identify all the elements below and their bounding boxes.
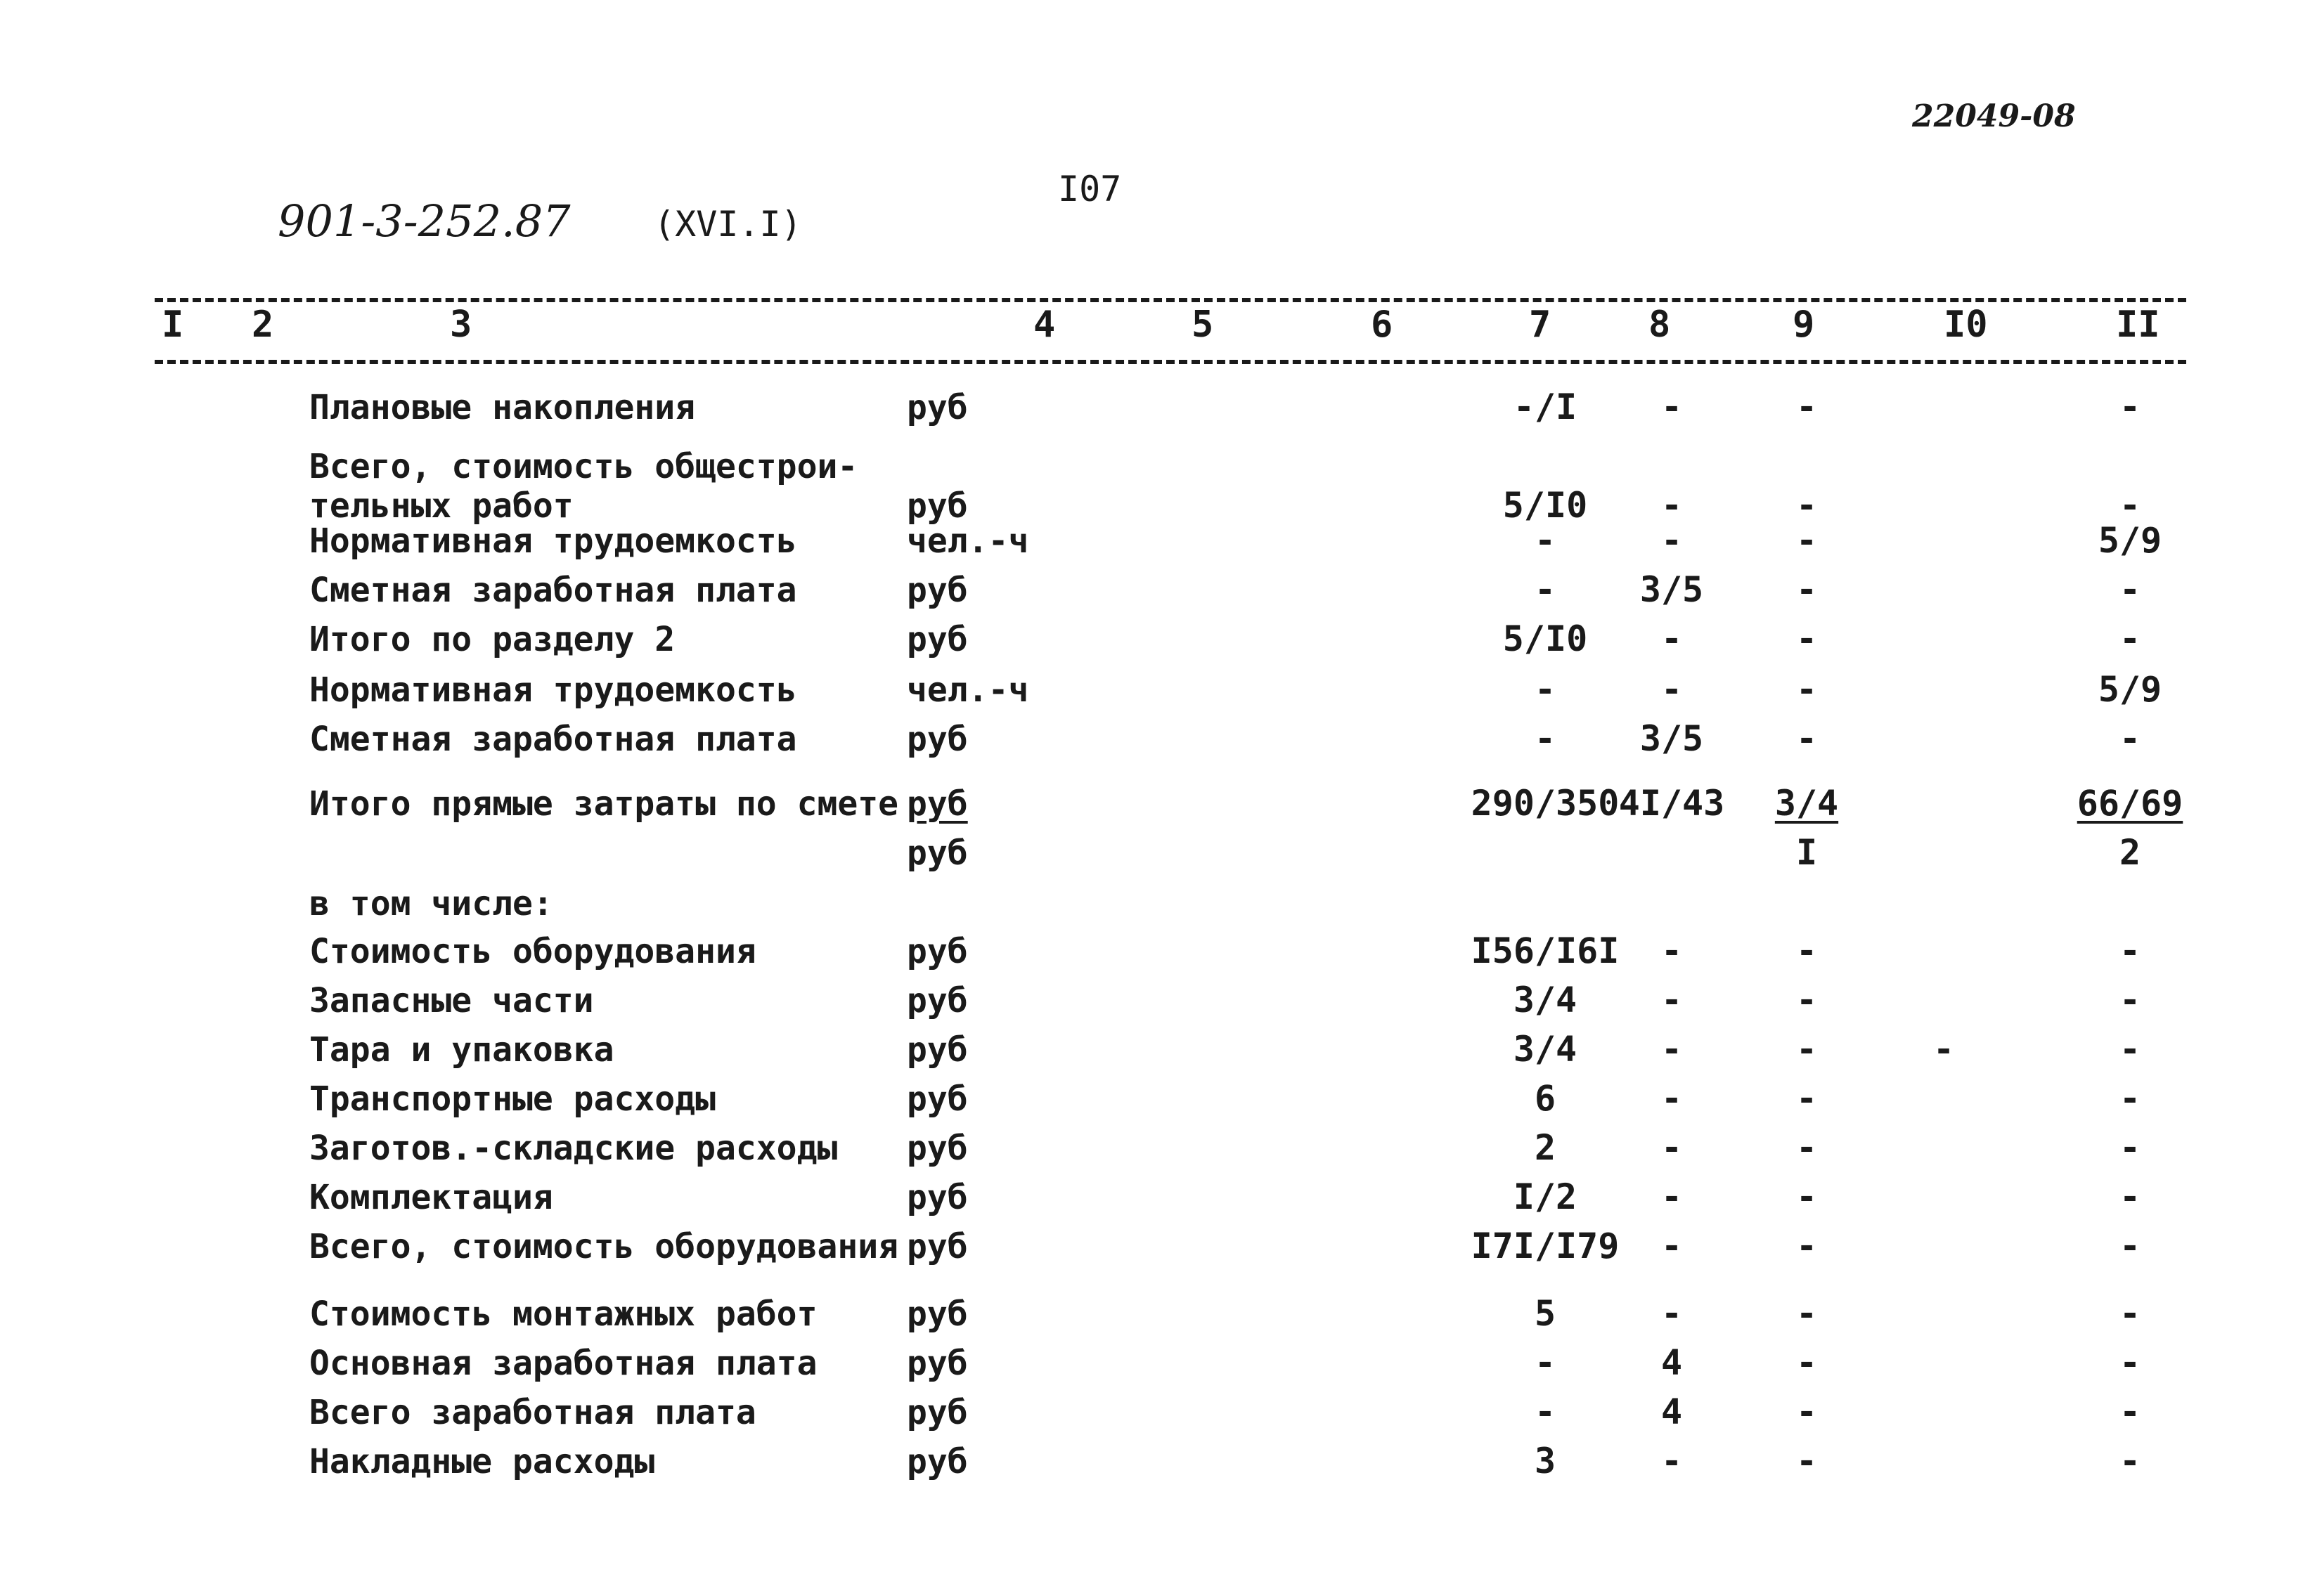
cell-col-7: 3 — [1534, 1441, 1556, 1481]
cell-col-8: - — [1660, 1127, 1683, 1168]
cell-col-7: 290/350 — [1471, 783, 1620, 824]
cell-col-7: 2 — [1534, 1127, 1556, 1168]
row-label: Стоимость оборудования — [309, 932, 756, 971]
cell-col-11: - — [2119, 1176, 2141, 1217]
cell-col-7: 5/I0 — [1502, 618, 1588, 659]
cell-col-9: - — [1795, 520, 1818, 561]
column-header-8: 8 — [1648, 304, 1671, 346]
row-unit: чел.-ч — [907, 670, 1029, 710]
cell-col-7: 3/4 — [1513, 1029, 1577, 1070]
row-label: Тара и упаковка — [309, 1030, 614, 1070]
row-label: Заготов.-складские расходы — [309, 1129, 838, 1168]
column-header-11: II — [2116, 304, 2160, 346]
cell-col-11: - — [2119, 1127, 2141, 1168]
cell-col-9: I — [1795, 832, 1818, 873]
row-label: Основная заработная плата — [309, 1344, 818, 1383]
cell-col-8: - — [1660, 1029, 1683, 1070]
row-label: Комплектация — [309, 1178, 553, 1217]
cell-col-9: - — [1795, 485, 1818, 526]
row-unit: руб — [907, 1442, 968, 1481]
cell-col-9: - — [1795, 1293, 1818, 1334]
row-unit: руб — [907, 1344, 968, 1383]
cell-col-9: - — [1795, 1226, 1818, 1266]
cell-col-11: - — [2119, 1391, 2141, 1432]
cell-col-8: 4I/43 — [1618, 783, 1725, 824]
row-unit: руб — [907, 932, 968, 971]
cell-col-8: 4 — [1660, 1342, 1683, 1383]
row-unit: чел.-ч — [907, 521, 1029, 561]
cell-col-7: - — [1534, 1391, 1556, 1432]
cell-col-7: I/2 — [1513, 1176, 1577, 1217]
column-header-5: 5 — [1192, 304, 1214, 346]
row-label: Итого прямые затраты по смете — [309, 784, 899, 824]
cell-col-7: 5/I0 — [1502, 485, 1588, 526]
column-header-3: 3 — [450, 304, 472, 346]
cell-col-11: - — [2119, 485, 2141, 526]
cell-col-11: - — [2119, 618, 2141, 659]
cell-col-9: - — [1795, 569, 1818, 610]
column-header-10: I0 — [1944, 304, 1988, 346]
row-label: Нормативная трудоемкость — [309, 670, 797, 710]
cell-col-9: - — [1795, 1441, 1818, 1481]
cell-col-9: - — [1795, 1391, 1818, 1432]
row-label: Сметная заработная плата — [309, 571, 797, 610]
row-label: Транспортные расходы — [309, 1079, 716, 1119]
cell-col-9: - — [1795, 980, 1818, 1020]
cell-col-9: - — [1795, 618, 1818, 659]
cell-col-11: - — [2119, 930, 2141, 971]
cell-col-11: 2 — [2119, 832, 2141, 873]
header-rule-top — [155, 298, 2186, 302]
cell-col-11: - — [2119, 980, 2141, 1020]
cell-col-8: - — [1660, 980, 1683, 1020]
row-label: Запасные части — [309, 981, 594, 1020]
cell-col-7: - — [1534, 520, 1556, 561]
cell-col-7: 5 — [1534, 1293, 1556, 1334]
row-unit: руб — [907, 571, 968, 610]
cell-col-8: - — [1660, 1441, 1683, 1481]
row-label: Плановые накопления — [309, 388, 696, 427]
column-header-6: 6 — [1371, 304, 1393, 346]
row-unit: руб — [907, 1393, 968, 1432]
cell-col-7: I7I/I79 — [1471, 1226, 1620, 1266]
column-header-2: 2 — [252, 304, 274, 346]
row-unit: руб — [907, 1030, 968, 1070]
row-label: Накладные расходы — [309, 1442, 655, 1481]
cell-col-9: - — [1795, 387, 1818, 427]
page-number: I07 — [1058, 169, 1122, 209]
cell-col-9: - — [1795, 1078, 1818, 1119]
cell-col-9: - — [1795, 718, 1818, 759]
cell-col-8: - — [1660, 1293, 1683, 1334]
cell-col-7: - — [1534, 669, 1556, 710]
cell-col-11: - — [2119, 1342, 2141, 1383]
cell-col-9: - — [1795, 930, 1818, 971]
cell-col-7: - — [1534, 718, 1556, 759]
cell-col-11: - — [2119, 1029, 2141, 1070]
column-header-4: 4 — [1033, 304, 1056, 346]
cell-col-9: - — [1795, 1127, 1818, 1168]
row-label: Всего заработная плата — [309, 1393, 756, 1432]
cell-col-11: - — [2119, 718, 2141, 759]
cell-col-8: - — [1660, 387, 1683, 427]
cell-col-7: I56/I6I — [1471, 930, 1620, 971]
cell-col-7: 6 — [1534, 1078, 1556, 1119]
cell-col-8: - — [1660, 669, 1683, 710]
cell-col-7: -/I — [1513, 387, 1577, 427]
row-unit: руб — [907, 620, 968, 659]
column-header-7: 7 — [1529, 304, 1551, 346]
row-unit: руб — [907, 720, 968, 759]
row-label: Итого по разделу 2 — [309, 620, 676, 659]
row-label: Стоимость монтажных работ — [309, 1294, 818, 1334]
cell-col-8: - — [1660, 1176, 1683, 1217]
cell-col-11: - — [2119, 1293, 2141, 1334]
cell-col-8: - — [1660, 1078, 1683, 1119]
cell-col-7: 3/4 — [1513, 980, 1577, 1020]
cell-col-11: - — [2119, 569, 2141, 610]
cell-col-9: - — [1795, 1342, 1818, 1383]
cell-col-10: - — [1932, 1029, 1955, 1070]
cell-col-11: 5/9 — [2098, 520, 2162, 561]
row-unit: руб — [907, 1227, 968, 1266]
row-unit: руб — [907, 784, 968, 824]
cell-col-11: 66/69 — [2077, 783, 2183, 824]
row-unit: руб — [907, 981, 968, 1020]
cell-col-9: - — [1795, 669, 1818, 710]
cell-col-9: - — [1795, 1029, 1818, 1070]
row-unit: руб — [907, 1178, 968, 1217]
row-unit: руб — [907, 486, 968, 526]
row-label: Нормативная трудоемкость — [309, 521, 797, 561]
header-rule-bottom — [155, 360, 2186, 364]
row-unit: руб — [907, 388, 968, 427]
row-unit: руб — [907, 1294, 968, 1334]
cell-col-9: 3/4 — [1774, 783, 1839, 824]
document-section: (XVI.I) — [654, 204, 802, 245]
row-unit: руб — [907, 1079, 968, 1119]
cell-col-8: - — [1660, 618, 1683, 659]
cell-col-11: 5/9 — [2098, 669, 2162, 710]
cell-col-11: - — [2119, 1441, 2141, 1481]
cell-col-8: - — [1660, 485, 1683, 526]
cell-col-8: 3/5 — [1639, 569, 1704, 610]
row-label: Сметная заработная плата — [309, 720, 797, 759]
cell-col-11: - — [2119, 1226, 2141, 1266]
cell-col-8: 3/5 — [1639, 718, 1704, 759]
cell-col-8: - — [1660, 1226, 1683, 1266]
cell-col-11: - — [2119, 387, 2141, 427]
document-code: 901-3-252.87 — [278, 195, 571, 247]
archive-number: 22049-08 — [1912, 98, 2076, 134]
row-label: Всего, стоимость оборудования — [309, 1227, 899, 1266]
row-label: Всего, стоимость общестрои- — [309, 447, 858, 486]
row-unit: руб — [907, 833, 968, 873]
column-header-1: I — [162, 304, 184, 346]
row-label: тельных работ — [309, 486, 574, 526]
cell-col-8: 4 — [1660, 1391, 1683, 1432]
cell-col-8: - — [1660, 520, 1683, 561]
column-header-9: 9 — [1793, 304, 1815, 346]
row-label: в том числе: — [309, 884, 553, 923]
cell-col-8: - — [1660, 930, 1683, 971]
cell-col-9: - — [1795, 1176, 1818, 1217]
cell-col-11: - — [2119, 1078, 2141, 1119]
cell-col-7: - — [1534, 1342, 1556, 1383]
cell-col-7: - — [1534, 569, 1556, 610]
row-unit: руб — [907, 1129, 968, 1168]
